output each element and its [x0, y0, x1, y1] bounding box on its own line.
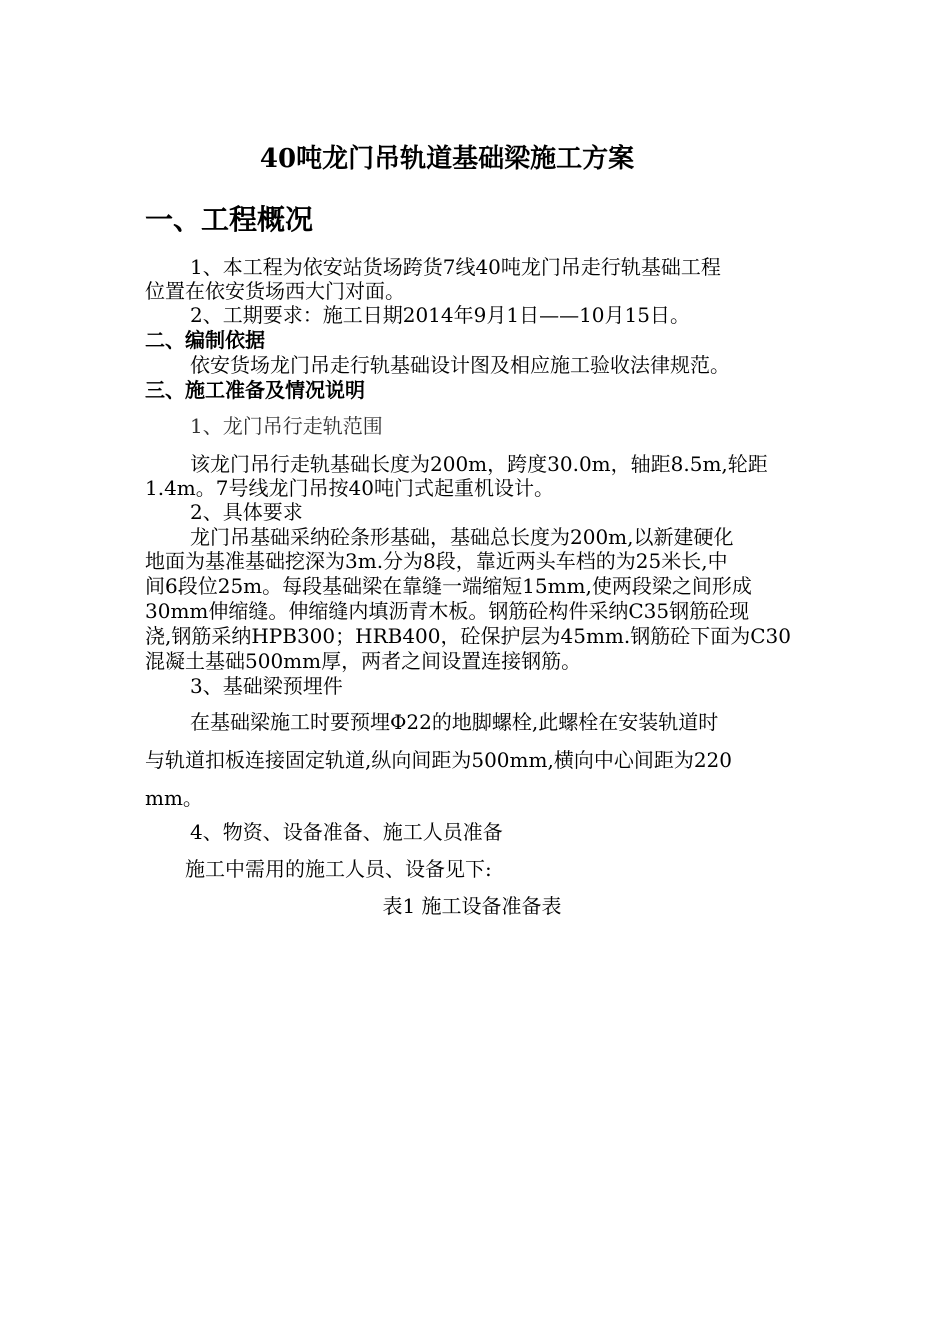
- paragraph-line: 1、本工程为依安站货场跨货7线40吨龙门吊走行轨基础工程: [190, 255, 721, 279]
- paragraph-line: 施工中需用的施工人员、设备见下:: [185, 857, 492, 881]
- subheading-requirements: 2、具体要求: [190, 500, 303, 524]
- paragraph-line: 与轨道扣板连接固定轨道,纵向间距为500mm,横向中心间距为220: [145, 748, 732, 772]
- paragraph-line: 2、工期要求：施工日期2014年9月1日——10月15日。: [190, 303, 690, 327]
- section-heading-preparation: 三、施工准备及情况说明: [145, 378, 365, 402]
- paragraph-line: mm。: [145, 786, 203, 810]
- paragraph-line: 在基础梁施工时要预埋Φ22的地脚螺栓,此螺栓在安装轨道时: [190, 710, 719, 734]
- paragraph-line: 依安货场龙门吊走行轨基础设计图及相应施工验收法律规范。: [190, 353, 730, 377]
- section-heading-basis: 二、编制依据: [145, 328, 265, 352]
- paragraph-line: 地面为基准基础挖深为3m.分为8段，靠近两头车档的为25米长,中: [145, 549, 728, 573]
- document-title: [0, 143, 950, 175]
- paragraph-line: 位置在依安货场西大门对面。: [145, 279, 405, 303]
- table-caption-text: 表1 施工设备准备表: [382, 894, 562, 918]
- paragraph-line: 龙门吊基础采纳砼条形基础，基础总长度为200m,以新建硬化: [190, 525, 734, 549]
- document-title-text: 40吨龙门吊轨道基础梁施工方案: [259, 144, 635, 174]
- table-caption: [0, 894, 950, 918]
- paragraph-line: 间6段位25m。每段基础梁在靠缝一端缩短15mm,使两段梁之间形成: [145, 574, 752, 598]
- subheading-track-range: 1、龙门吊行走轨范围: [190, 414, 383, 438]
- subheading-embedded-parts: 3、基础梁预埋件: [190, 674, 343, 698]
- paragraph-line: 该龙门吊行走轨基础长度为200m，跨度30.0m，轴距8.5m,轮距: [190, 452, 768, 476]
- paragraph-line: 混凝土基础500mm厚，两者之间设置连接钢筋。: [145, 649, 582, 673]
- section-heading-overview: 一、工程概况: [145, 203, 314, 236]
- paragraph-line: 浇,钢筋采纳HPB300；HRB400，砼保护层为45mm.钢筋砼下面为C30: [145, 624, 791, 648]
- paragraph-line: 30mm伸缩缝。伸缩缝内填沥青木板。钢筋砼构件采纳C35钢筋砼现: [145, 599, 750, 623]
- paragraph-line: 1.4m。7号线龙门吊按40吨门式起重机设计。: [145, 476, 554, 500]
- subheading-materials: 4、物资、设备准备、施工人员准备: [190, 820, 503, 844]
